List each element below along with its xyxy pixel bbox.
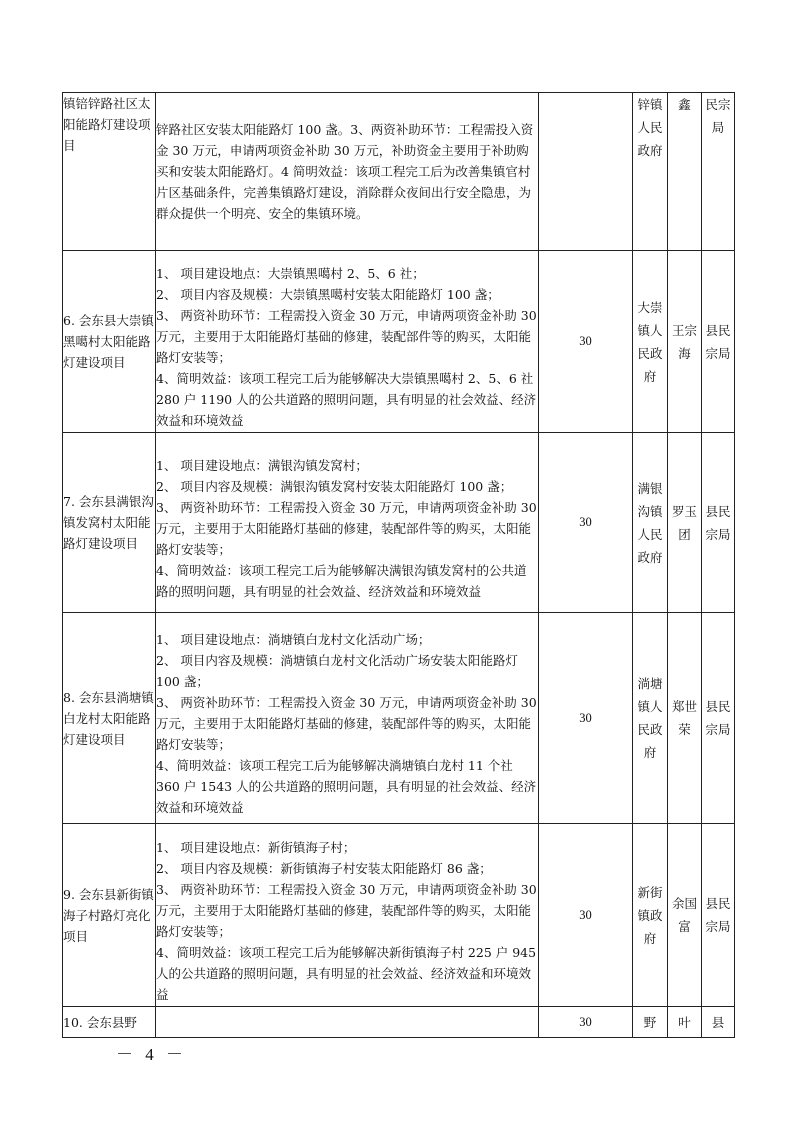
unit-cell xyxy=(633,251,668,433)
unit-cell xyxy=(633,1007,668,1038)
dept-text: 民宗局 xyxy=(705,97,731,135)
dept-cell xyxy=(702,824,735,1007)
dept-text: 县民宗局 xyxy=(705,503,731,542)
page-number: － 4 － xyxy=(116,1045,187,1064)
fund-amount-cell: 30 xyxy=(539,613,633,824)
content-line: 2、 项目内容及规模：淌塘镇白龙村文化活动广场安装太阳能路灯 100 盏； xyxy=(156,653,518,689)
content-line: 4、简明效益：该项工程完工后为能够解决新街镇海子村 225 户 945 人的公共道路的照明问题，具有明显的社会效益、经济效益和环境效益 xyxy=(156,944,537,1002)
table-row xyxy=(63,824,735,1007)
person-text: 罗玉团 xyxy=(671,503,697,542)
person-cell xyxy=(668,433,702,613)
fund-amount-cell: 30 xyxy=(539,251,633,433)
table-row xyxy=(63,93,735,251)
person-text: 郑世荣 xyxy=(671,699,697,737)
project-name-cell: 镇锫锌路社区太阳能路灯建设项目 xyxy=(63,93,156,251)
unit-cell xyxy=(633,824,668,1007)
project-name-cell: 9. 会东县新街镇海子村路灯亮化项目 xyxy=(63,824,156,1007)
content-line: 1、 项目建设地点：大崇镇黑噶村 2、5、6 社； xyxy=(156,266,425,281)
dept-text: 县民宗局 xyxy=(705,896,731,934)
content-line: 3、 两资补助环节：工程需投入资金 30 万元，申请两项资金补助 30 万元，主要用于太阳能路灯基础的修建，装配部件等的购买，太阳能路灯安装等； xyxy=(156,308,537,365)
table-row xyxy=(63,613,735,824)
unit-cell xyxy=(633,93,668,251)
content-line: 4、简明效益：该项工程完工后为能够解决大崇镇黑噶村 2、5、6 社 280 户 1190 人的公共道路的照明问题，具有明显的社会效益、经济效益和环境效益 xyxy=(156,371,537,428)
project-content-cell xyxy=(156,251,539,433)
person-text: 余国富 xyxy=(671,896,697,934)
unit-cell xyxy=(633,433,668,613)
project-content-cell xyxy=(156,1007,539,1038)
unit-text: 大崇镇人民政府 xyxy=(637,299,663,384)
unit-text: 锌镇人民政府 xyxy=(637,97,663,158)
fund-amount-cell: 30 xyxy=(539,824,633,1007)
dept-cell xyxy=(702,251,735,433)
content-line: 2、 项目内容及规模：大崇镇黑噶村安装太阳能路灯 100 盏； xyxy=(156,287,500,302)
content-line: 3、 两资补助环节：工程需投入资金 30 万元，申请两项资金补助 30 万元，主要用于太阳能路灯基础的修建，装配部件等的购买，太阳能路灯安装等； xyxy=(156,695,537,752)
project-name-cell: 7. 会东县满银沟镇发窝村太阳能路灯建设项目 xyxy=(63,433,156,613)
content-line: 3、 两资补助环节：工程需投入资金 30 万元，申请两项资金补助 30 万元，主要用于太阳能路灯基础的修建，装配部件等的购买，太阳能路灯安装等； xyxy=(156,881,537,939)
person-cell xyxy=(668,613,702,824)
content-line: 2、 项目内容及规模：新街镇海子村安装太阳能路灯 86 盏； xyxy=(156,860,492,876)
project-content-cell xyxy=(156,433,539,613)
project-name-cell: 6. 会东县大崇镇黑噶村太阳能路灯建设项目 xyxy=(63,251,156,433)
content-line: 3、 两资补助环节：工程需投入资金 30 万元，申请两项资金补助 30 万元，主要用于太阳能路灯基础的修建，装配部件等的购买，太阳能路灯安装等； xyxy=(156,499,537,557)
unit-text: 野 xyxy=(643,1014,657,1030)
dept-cell xyxy=(702,613,735,824)
project-table-body xyxy=(63,93,735,1038)
unit-cell xyxy=(633,613,668,824)
content-line: 2、 项目内容及规模：满银沟镇发窝村安装太阳能路灯 100 盏； xyxy=(156,478,513,494)
project-content-cell xyxy=(156,613,539,824)
table-row xyxy=(63,251,735,433)
dept-text: 县民宗局 xyxy=(705,322,731,361)
content-line: 4、简明效益：该项工程完工后为能够解决淌塘镇白龙村 11 个社 360 户 1543 人的公共道路的照明问题，具有明显的社会效益、经济效益和环境效益 xyxy=(156,758,537,815)
dept-cell xyxy=(702,1007,735,1038)
project-content-cell xyxy=(156,824,539,1007)
dept-text: 县 xyxy=(711,1014,725,1030)
fund-amount-cell: 30 xyxy=(539,433,633,613)
person-text: 王宗海 xyxy=(671,322,697,361)
unit-text: 新街镇政府 xyxy=(637,884,663,946)
content-line: 1、 项目建设地点：满银沟镇发窝村； xyxy=(156,457,368,473)
content-line: 4、简明效益：该项工程完工后为能够解决满银沟镇发窝村的公共道路的照明问题，具有明显的社会效益、经济效益和环境效益 xyxy=(156,562,527,599)
table-row xyxy=(63,1007,735,1038)
fund-amount-cell: 30 xyxy=(539,1007,633,1038)
fund-amount-cell xyxy=(539,93,633,251)
dept-cell xyxy=(702,93,735,251)
content-line: 锌路社区安装太阳能路灯 100 盏。3、两资补助环节：工程需投入资金 30 万元，申请两项资金补助 30 万元，补助资金主要用于补助购买和安装太阳能路灯。4 简明效益：该项工程完工后为改善集镇官村片区基础条件，完善集镇路灯建设，消除群众夜间出行安全隐患，为群众提供一个明亮、安全的集镇环境。 xyxy=(156,122,534,221)
project-table xyxy=(62,92,735,1038)
dept-text: 县民宗局 xyxy=(705,699,731,737)
dept-cell xyxy=(702,433,735,613)
person-text: 鑫 xyxy=(678,97,691,112)
person-cell xyxy=(668,251,702,433)
unit-text: 满银沟镇人民政府 xyxy=(637,480,663,565)
content-line: 1、 项目建设地点：新街镇海子村； xyxy=(156,839,356,855)
person-text: 叶 xyxy=(678,1014,691,1030)
person-cell xyxy=(668,824,702,1007)
project-name-cell: 10. 会东县野 xyxy=(63,1007,156,1038)
table-row xyxy=(63,433,735,613)
project-name-cell: 8. 会东县淌塘镇白龙村太阳能路灯建设项目 xyxy=(63,613,156,824)
person-cell xyxy=(668,1007,702,1038)
content-line: 1、 项目建设地点：淌塘镇白龙村文化活动广场； xyxy=(156,632,431,647)
unit-text: 淌塘镇人民政府 xyxy=(637,676,663,760)
project-content-cell xyxy=(156,93,539,251)
person-cell xyxy=(668,93,702,251)
